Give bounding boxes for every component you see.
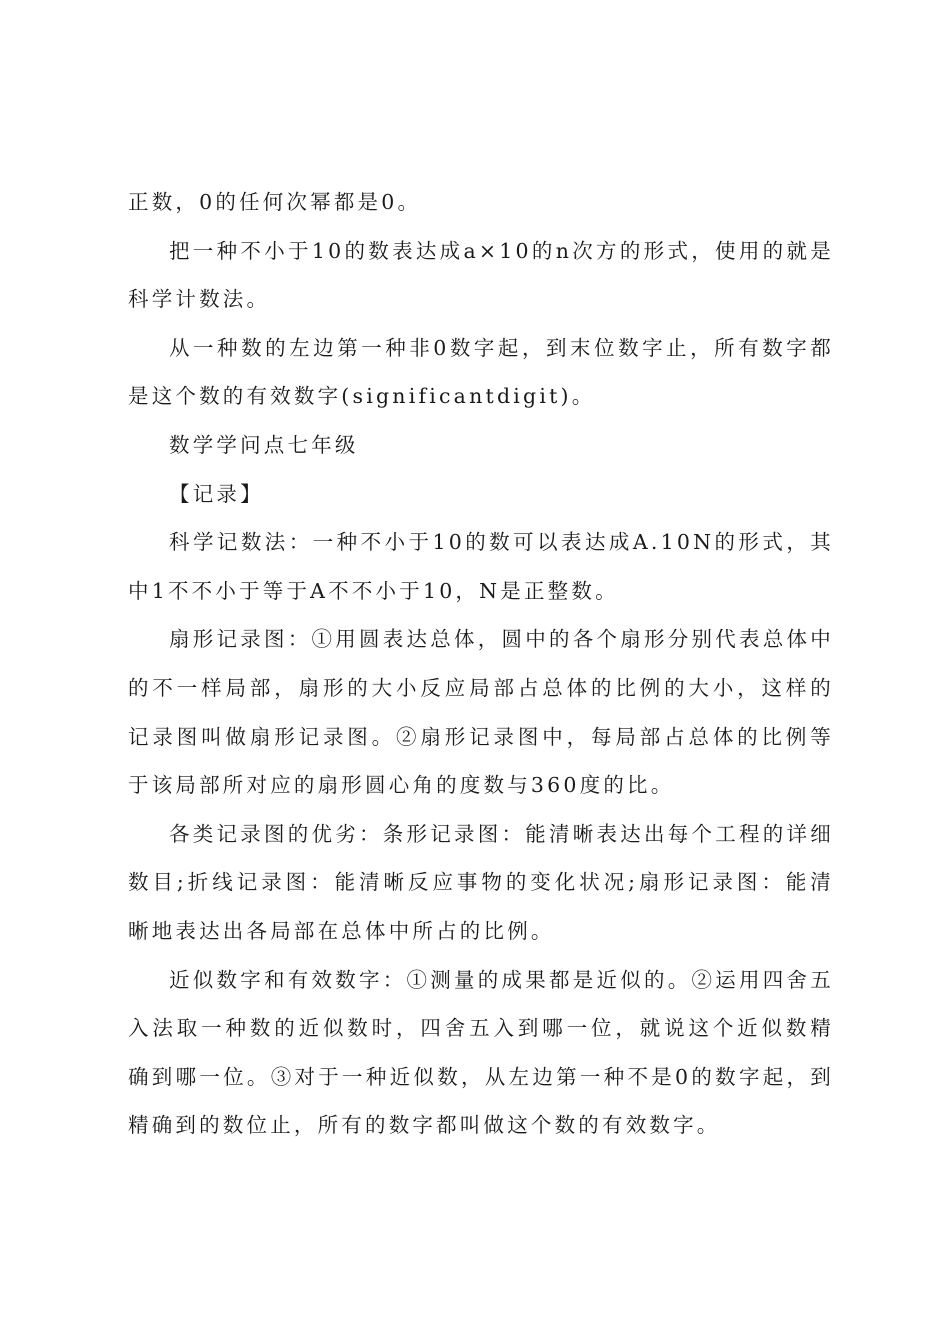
- paragraph-zero-power: 正数，0的任何次幂都是0。: [128, 190, 422, 214]
- paragraph-chart-comparison: 各类记录图的优劣：条形记录图：能清晰表达出每个工程的详细数目;折线记录图：能清晰反应事物的变化状况;扇形记录图：能清晰地表达出各局部在总体中所占的比例。: [128, 821, 834, 943]
- paragraph-scientific-notation-definition: 科学记数法：一种不小于10的数可以表达成A.10N的形式，其中1不不小于等于A不不小于10，N是正整数。: [128, 530, 834, 603]
- document-page: [128, 178, 834, 1150]
- paragraph-approximate-numbers: 近似数字和有效数字：①测量的成果都是近似的。②运用四舍五入法取一种数的近似数时，四舍五入到哪一位，就说这个近似数精确到哪一位。③对于一种近似数，从左边第一种不是0的数字起，到精确到的数位止，所有的数字都叫做这个数的有效数字。: [128, 967, 834, 1138]
- paragraph-pie-chart: 扇形记录图：①用圆表达总体，圆中的各个扇形分别代表总体中的不一样局部，扇形的大小反应局部占总体的比例的大小，这样的记录图叫做扇形记录图。②扇形记录图中，每局部占总体的比例等于该局部所对应的扇形圆心角的度数与360度的比。: [128, 627, 834, 798]
- paragraph-scientific-notation: 把一种不小于10的数表达成a×10的n次方的形式，使用的就是科学计数法。: [128, 238, 834, 312]
- section-heading-records: 【记录】: [169, 481, 264, 506]
- paragraph-significant-digits: 从一种数的左边第一种非0数字起，到末位数字止，所有数字都是这个数的有效数字(significantdigit)。: [128, 335, 834, 409]
- section-heading-grade-seven: 数学学问点七年级: [169, 432, 359, 457]
